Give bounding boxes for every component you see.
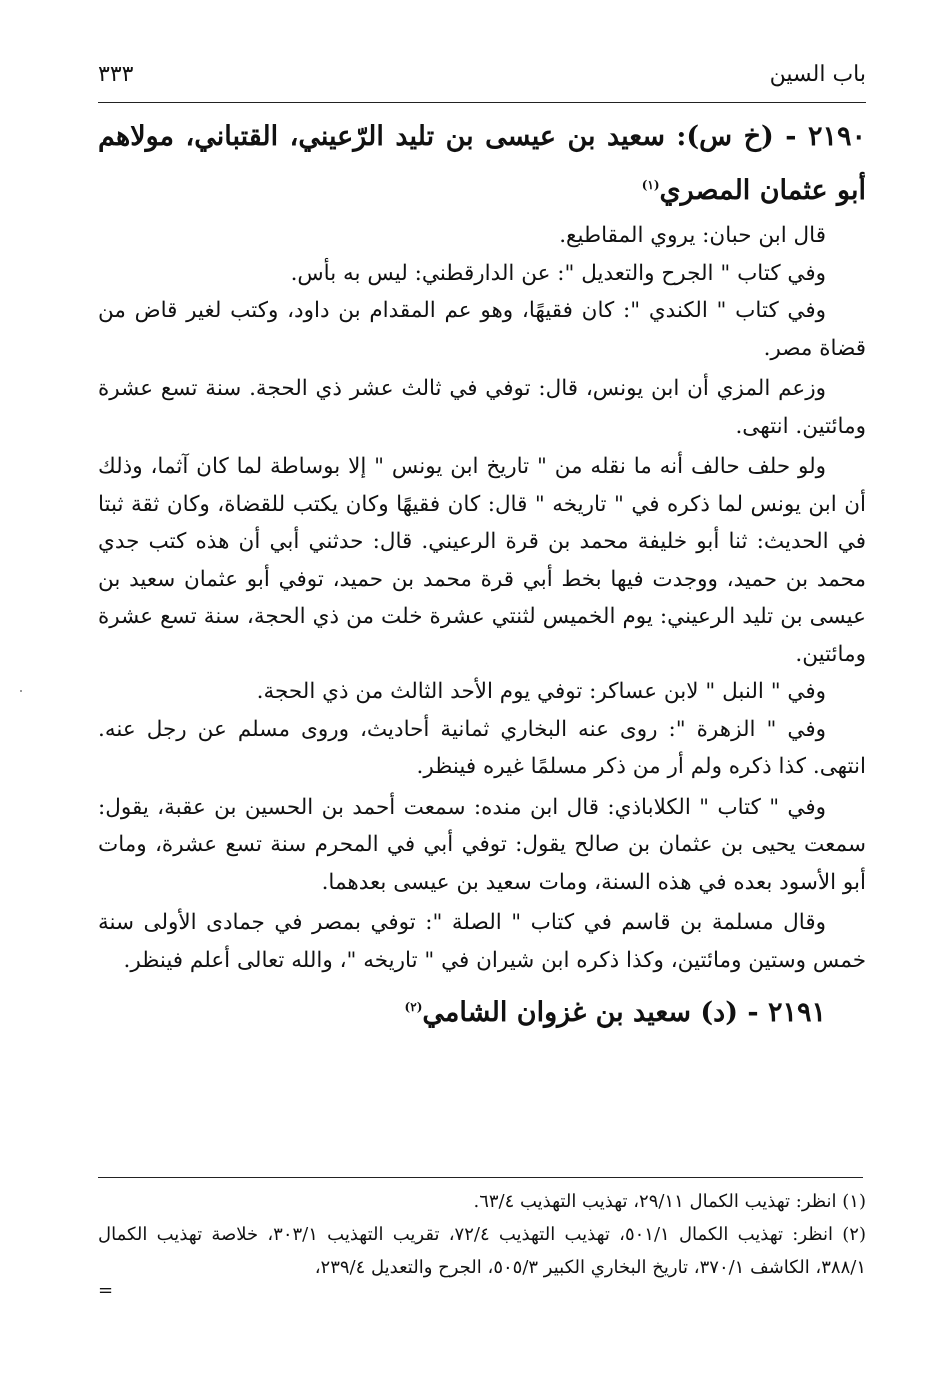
footnote-ref-2: (٢): [404, 1000, 423, 1014]
entry-heading-text: ٢١٩١ - (د) سعيد بن غزوان الشامي: [422, 997, 826, 1028]
paragraph-ibn-hibban: قال ابن حبان: يروي المقاطيع.: [559, 223, 826, 248]
book-page: [98, 62, 866, 1037]
running-header: [98, 62, 866, 98]
paragraph-mizzi: وزعم المزي أن ابن يونس، قال: توفي في ثالث عشر ذي الحجة. سنة تسع عشرة ومائتين. انتهى.: [98, 376, 866, 439]
entry-body: [98, 217, 866, 979]
footnotes: [98, 1185, 866, 1301]
entry-heading-2190: [98, 113, 866, 215]
paragraph-ibn-yunus: ولو حلف حالف أنه ما نقله من " تاريخ ابن يونس " إلا بوساطة لما كان آثما، وذلك أن ابن يونس لما ذكره في " تاريخه " قال: كان فقيهًا وكان يكتب للقضاة، وكان ثقة ثبتا في الحديث: ثنا أبو خليفة محمد بن قرة الرعيني. قال: حدثني أبي أن هذه كتب جدي محمد بن حميد، ووجدت فيها بخط أبي قرة محمد بن حميد، توفي أبو عثمان سعيد بن عيسى بن تليد الرعيني: يوم الخميس لثنتي عشرة خلت من ذي الحجة، سنة تسع عشرة ومائتين.: [98, 454, 866, 667]
footnote-2: (٢) انظر: تهذيب الكمال ٥٠١/١، تهذيب التهذيب ٧٢/٤، تقريب التهذيب ٣٠٣/١، خلاصة تهذيب الكمال ٣٨٨/١، الكاشف ٣٧٠/١، تاريخ البخاري الكبير ٥٠٥/٣، الجرح والتعديل ٢٣٩/٤،: [98, 1224, 866, 1278]
continuation-mark: =: [98, 1280, 114, 1301]
page-number: ٣٣٣: [98, 62, 134, 87]
entry-heading-2191: [98, 983, 866, 1037]
footnote-1: (١) انظر: تهذيب الكمال ٢٩/١١، تهذيب التهذيب ٦٣/٤.: [473, 1191, 866, 1212]
paragraph-zahra: وفي " الزهرة ": روى عنه البخاري ثمانية أحاديث، وروى مسلم عن رجل عنه. انتهى. كذا ذكره ولم أر من ذكر مسلمًا غيره فينظر.: [98, 716, 866, 779]
paragraph-nubl: وفي " النبل " لابن عساكر: توفي يوم الأحد الثالث من ذي الحجة.: [256, 679, 826, 704]
paragraph-kalabadhi: وفي " كتاب " الكلاباذي: قال ابن منده: سمعت أحمد بن الحسين بن عقبة، يقول: سمعت يحيى بن عثمان بن صالح يقول: توفي أبي في المحرم سنة تسع عشرة، ومات أبو الأسود بعده في هذه السنة، ومات سعيد بن عيسى بعدهما.: [98, 794, 866, 895]
scan-speck: [20, 690, 22, 692]
footnote-rule: [98, 1177, 863, 1178]
paragraph-kindi: وفي كتاب " الكندي ": كان فقيهًا، وهو عم المقدام بن داود، وكتب لغير قاض من قضاة مصر.: [98, 298, 866, 361]
entry-heading-text: ٢١٩٠ - (خ س): سعيد بن عيسى بن تليد الرّعيني، القتباني، مولاهم أبو عثمان المصري: [98, 121, 866, 206]
paragraph-maslama: وقال مسلمة بن قاسم في كتاب " الصلة ": توفي بمصر في جمادى الأولى سنة خمس وستين ومائتين، وكذا ذكره ابن شيران في " تاريخه "، والله تعالى أعلم فينظر.: [98, 910, 866, 973]
chapter-title: باب السين: [769, 62, 866, 87]
header-rule: [98, 102, 866, 103]
paragraph-jarh-tadil: وفي كتاب " الجرح والتعديل ": عن الدارقطني: ليس به بأس.: [290, 260, 826, 286]
footnote-ref-1: (١): [641, 178, 660, 192]
